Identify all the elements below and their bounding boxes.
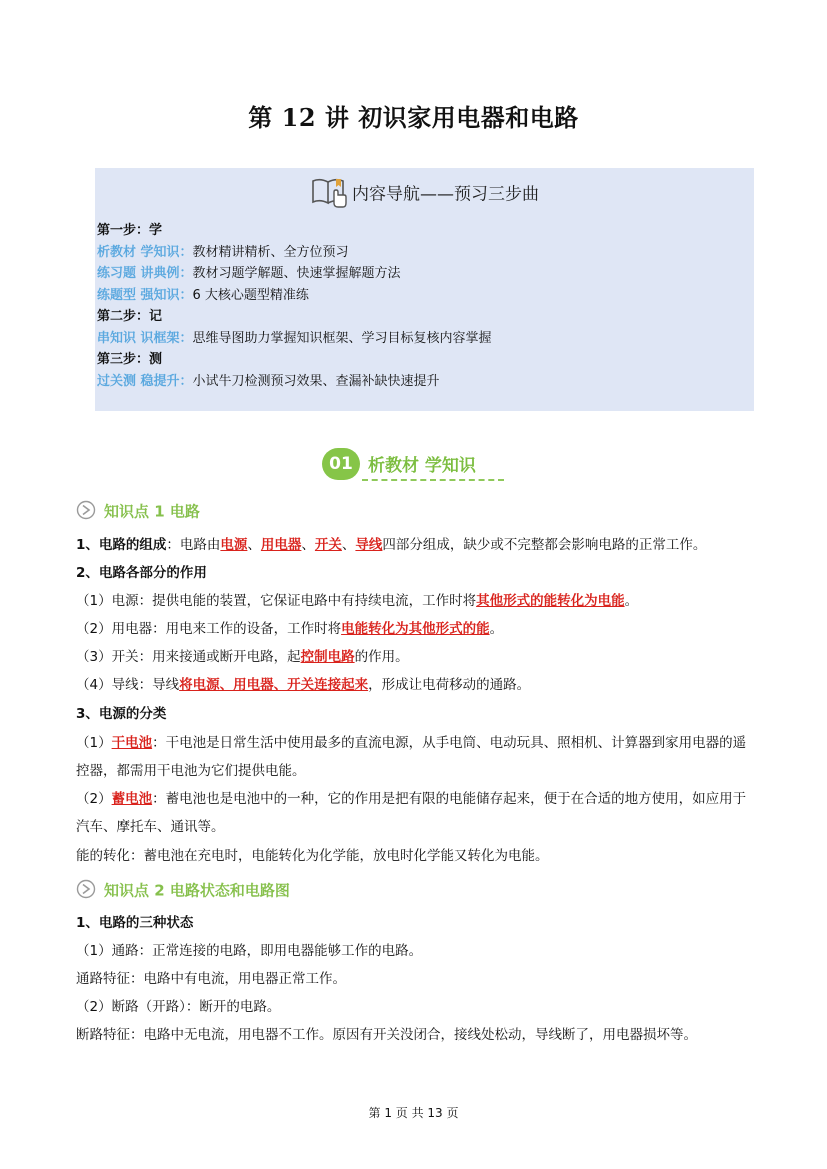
page-title: 第 12 讲 初识家用电器和电路	[248, 103, 579, 132]
kp2-line-3: 通路特征：电路中有电流，用电器正常工作。	[76, 971, 346, 987]
kp1-line-10: 能的转化：蓄电池在充电时，电能转化为化学能，放电时化学能又转化为电能。	[76, 848, 549, 864]
book-pointer-icon	[310, 175, 350, 214]
kp1-l6-r: 将电源、用电器、开关连接起来	[179, 677, 369, 693]
section-underline	[362, 479, 504, 481]
nav-row-2-desc: 教材习题学解题、快速掌握解题方法	[192, 266, 401, 281]
kp1-l6-a: （4）导线：导线	[76, 677, 180, 693]
knowledge-point-2-title: 知识点 2 电路状态和电路图	[104, 881, 290, 900]
nav-heading	[95, 175, 754, 214]
nav-row-4-key: 串知识 识框架：	[97, 330, 193, 346]
kp2-line-1: 1、电路的三种状态	[76, 915, 194, 931]
nav-row-3-key: 练题型 强知识：	[97, 287, 193, 303]
kp2-line-4: （2）断路（开路）：断开的电路。	[76, 999, 281, 1015]
nav-heading-text: 内容导航——预习三步曲	[352, 184, 539, 205]
step-1: 第一步：学	[97, 223, 163, 238]
kp1-l4-b: 。	[489, 621, 504, 637]
kp1-l8-r: 干电池	[111, 735, 153, 751]
content-navigation-box	[95, 168, 754, 411]
kp1-line-4	[76, 619, 756, 639]
kp1-l9-b: ：蓄电池也是电池中的一种，它的作用是把有限的电能储存起来，便于在合适的地方使用，如应用于汽车、摩托车、通讯等。	[76, 791, 747, 835]
kp1-l1-r4: 导线	[355, 537, 383, 553]
kp1-l4-r: 电能转化为其他形式的能	[341, 621, 490, 637]
kp1-l1-r3: 开关	[314, 537, 342, 553]
nav-row-4	[97, 328, 492, 350]
kp1-line-8	[76, 729, 756, 785]
kp1-line-6	[76, 675, 756, 695]
kp1-l1-a: ：电路由	[166, 537, 221, 553]
kp1-l3-r: 其他形式的能转化为电能	[476, 593, 625, 609]
step-3: 第三步：测	[97, 352, 163, 367]
section-title: 析教材 学知识	[368, 456, 476, 476]
kp1-l6-b: ，形成让电荷移动的通路。	[368, 677, 531, 693]
kp1-l5-a: （3）开关：用来接通或断开电路，起	[76, 649, 301, 665]
kp1-l1-s2: 、	[301, 537, 315, 553]
nav-row-1-key: 析教材 学知识：	[97, 244, 193, 260]
kp1-l1-r1: 电源	[220, 537, 248, 553]
kp2-line-2: （1）通路：正常连接的电路，即用电器能够工作的电路。	[76, 943, 423, 959]
section-badge	[322, 446, 512, 482]
kp1-line-3	[76, 591, 756, 611]
kp2-line-5: 断路特征：电路中无电流，用电器不工作。原因有开关没闭合，接线处松动，导线断了，用电器损坏等。	[76, 1027, 697, 1043]
nav-row-5	[97, 371, 492, 393]
kp1-l3-b: 。	[624, 593, 639, 609]
section-number: 01	[322, 448, 360, 480]
nav-row-2	[97, 263, 492, 285]
circle-arrow-icon	[76, 879, 96, 903]
nav-row-1-desc: 教材精讲精析、全方位预习	[192, 244, 349, 260]
circle-arrow-icon	[76, 500, 96, 524]
nav-row-1	[97, 242, 492, 264]
kp1-l5-b: 的作用。	[354, 649, 409, 665]
kp1-l8-b: ：干电池是日常生活中使用最多的直流电源，从手电筒、电动玩具、照相机、计算器到家用电器的遥控器，都需用干电池为它们提供电能。	[76, 735, 747, 779]
kp1-l8-a: （1）	[76, 735, 112, 751]
kp1-l1-s3: 、	[341, 537, 356, 553]
kp1-l1-head: 1、电路的组成	[76, 537, 167, 553]
nav-row-5-key: 过关测 稳提升：	[97, 373, 193, 389]
nav-row-5-desc: 小试牛刀检测预习效果、查漏补缺快速提升	[192, 373, 440, 389]
kp1-l1-b: 四部分组成，缺少或不完整都会影响电路的正常工作。	[382, 537, 707, 553]
page-footer: 第 1 页 共 13 页	[368, 1106, 459, 1120]
knowledge-point-1-title: 知识点 1 电路	[104, 502, 200, 521]
nav-row-3-desc: 6 大核心题型精准练	[192, 287, 309, 303]
nav-steps	[97, 220, 492, 392]
kp1-line-9	[76, 785, 756, 841]
kp1-line-2: 2、电路各部分的作用	[76, 565, 207, 581]
nav-row-4-desc: 思维导图助力掌握知识框架、学习目标复核内容掌握	[192, 330, 492, 346]
kp1-l4-a: （2）用电器：用电来工作的设备，工作时将	[76, 621, 342, 637]
knowledge-point-2-heading	[76, 879, 290, 903]
kp1-l3-a: （1）电源：提供电能的装置，它保证电路中有持续电流，工作时将	[76, 593, 477, 609]
kp1-line-7: 3、电源的分类	[76, 706, 167, 722]
nav-row-2-key: 练习题 讲典例：	[97, 266, 193, 281]
kp1-l9-a: （2）	[76, 791, 112, 807]
kp1-line-1	[76, 535, 756, 555]
kp1-l5-r: 控制电路	[300, 649, 355, 665]
knowledge-point-1-heading	[76, 500, 200, 524]
kp1-l9-r: 蓄电池	[111, 791, 153, 807]
nav-row-3	[97, 285, 492, 307]
step-2: 第二步：记	[97, 309, 163, 324]
kp1-l1-s1: 、	[247, 537, 261, 553]
kp1-line-5	[76, 647, 756, 667]
kp1-l1-r2: 用电器	[260, 537, 302, 553]
